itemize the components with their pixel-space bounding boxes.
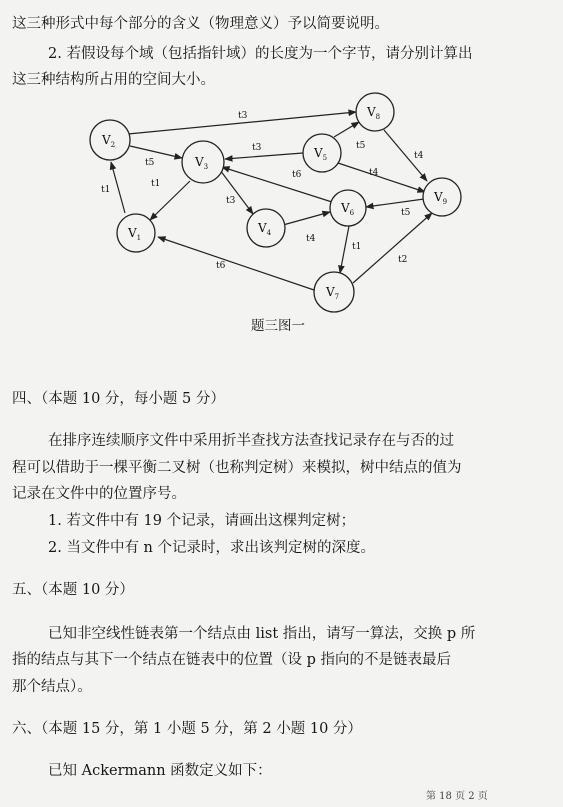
- text-line-1: 这三种形式中每个部分的含义（物理意义）予以简要说明。: [12, 16, 389, 32]
- node-label-v5: $V_5$: [314, 146, 328, 162]
- edge-v6-v3: [222, 167, 332, 202]
- edge-label-v5-v3: t3: [252, 143, 262, 153]
- edge-label-v6-v7: t1: [352, 242, 362, 252]
- text-line-3: 这三种结构所占用的空间大小。: [12, 72, 215, 88]
- edge-v7-v1: [158, 237, 314, 290]
- figure-caption: 题三图一: [251, 318, 305, 334]
- edge-v7-v9: [353, 213, 432, 283]
- edge-v5-v8: [334, 122, 359, 137]
- node-label-v2: $V_2$: [102, 133, 116, 149]
- edge-label-v8-v9: t4: [414, 151, 424, 161]
- section-4-title: 四、（本题 10 分，每小题 5 分）: [12, 391, 225, 407]
- edge-label-v2-v8: t3: [238, 111, 248, 121]
- section-5-title: 五、（本题 10 分）: [12, 582, 134, 598]
- section-5-paragraph-3: 那个结点）。: [12, 679, 92, 695]
- section-4-question-2: 2. 当文件中有 n 个记录时，求出该判定树的深度。: [48, 540, 375, 556]
- edge-label-v7-v1: t6: [216, 261, 226, 271]
- section-5-paragraph-1: 已知非空线性链表第一个结点由 list 指出，请写一算法，交换 p 所: [48, 626, 476, 642]
- edge-label-v5-v9: t4: [369, 168, 379, 178]
- edge-label-v5-v8: t5: [356, 141, 366, 151]
- node-label-v3: $V_3$: [195, 155, 209, 171]
- directed-graph-figure: [0, 0, 563, 340]
- edge-v3-v4: [220, 170, 253, 214]
- edge-label-v2-v3: t5: [145, 158, 155, 168]
- text-line-2: 2. 若假设每个域（包括指针域）的长度为一个字节，请分别计算出: [48, 46, 473, 62]
- edge-v4-v6: [283, 212, 330, 225]
- section-4-question-1: 1. 若文件中有 19 个记录，请画出这棵判定树；: [48, 513, 356, 529]
- node-label-v8: $V_8$: [367, 105, 381, 121]
- section-4-paragraph-2: 程可以借助于一棵平衡二叉树（也称判定树）来模拟，树中结点的值为: [12, 460, 462, 476]
- section-6-paragraph-1: 已知 Ackermann 函数定义如下：: [48, 763, 272, 779]
- section-5-paragraph-2: 指的结点与其下一个结点在链表中的位置（设 p 指向的不是链表最后: [12, 652, 451, 668]
- section-6-title: 六、（本题 15 分，第 1 小题 5 分，第 2 小题 10 分）: [12, 721, 362, 737]
- edge-v2-v3: [130, 146, 182, 158]
- edge-label-v7-v9: t2: [398, 255, 408, 265]
- node-label-v9: $V_9$: [434, 190, 448, 206]
- node-label-v4: $V_4$: [258, 221, 272, 237]
- node-label-v6: $V_6$: [341, 201, 355, 217]
- edge-label-v1-v2: t1: [101, 185, 111, 195]
- edge-label-v3-v1: t1: [151, 179, 161, 189]
- node-label-v7: $V_7$: [326, 285, 340, 301]
- edge-label-v3-v4: t3: [226, 196, 236, 206]
- edge-v9-v6: [366, 199, 424, 207]
- edge-v1-v2: [111, 162, 125, 213]
- node-label-v1: $V_1$: [128, 226, 142, 242]
- edge-label-v9-v6: t5: [401, 208, 411, 218]
- section-4-paragraph-1: 在排序连续顺序文件中采用折半查找方法查找记录存在与否的过: [48, 433, 454, 449]
- section-4-paragraph-3: 记录在文件中的位置序号。: [12, 486, 186, 502]
- page-footer: 第 18 页 2 页: [426, 791, 488, 802]
- edge-v5-v9: [338, 163, 425, 192]
- edge-label-v6-v3: t6: [292, 170, 302, 180]
- edge-label-v4-v6: t4: [306, 234, 316, 244]
- edge-v6-v7: [340, 226, 349, 273]
- edge-v5-v3: [225, 153, 303, 159]
